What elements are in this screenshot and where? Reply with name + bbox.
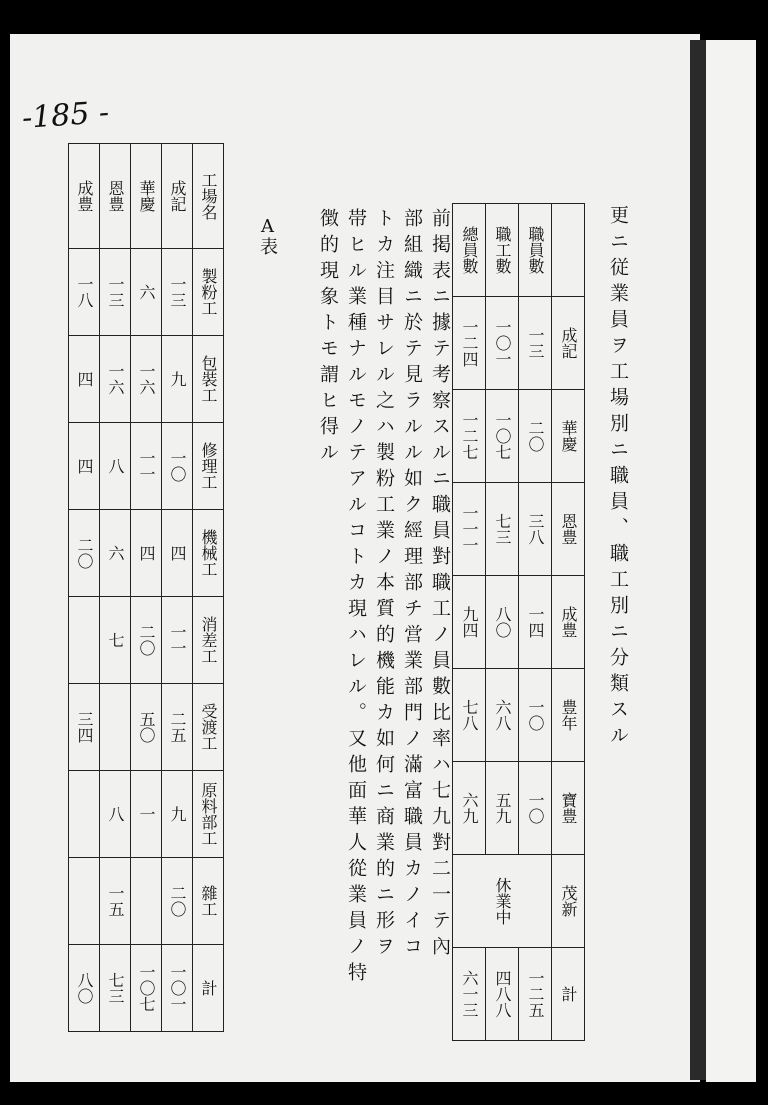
table-cell: 職員數 — [519, 204, 552, 297]
closed-note: 休業中 — [453, 855, 552, 948]
table-cell: 八〇 — [486, 576, 519, 669]
table-cell: 一二四 — [453, 297, 486, 390]
table-cell: 一〇七 — [131, 945, 162, 1032]
row-label: 成豊 — [552, 576, 585, 669]
table-cell: 四 — [69, 336, 100, 423]
table-cell: 一三 — [100, 249, 131, 336]
body-column-2: 部組織ニ於テ見ラルル如ク經理部チ営業部門ノ滿富職員カノイコ — [401, 208, 423, 962]
table-cell: 三四 — [69, 684, 100, 771]
table-cell: 八 — [100, 423, 131, 510]
table-label: A表 — [257, 216, 278, 255]
table-cell: 一〇一 — [486, 297, 519, 390]
page-number: -185 - — [20, 95, 111, 136]
table-cell: 八〇 — [69, 945, 100, 1032]
table-cell: 四八八 — [486, 948, 519, 1041]
table-cell: 二〇 — [519, 390, 552, 483]
row-label: 計 — [552, 948, 585, 1041]
table-cell: 一二七 — [453, 390, 486, 483]
body-column-5: 徴的現象トモ謂ヒ得ル — [317, 208, 339, 468]
table-cell: 六九 — [453, 762, 486, 855]
row-label: 成記 — [552, 297, 585, 390]
table-cell: 七八 — [453, 669, 486, 762]
row-label: 計 — [193, 945, 224, 1032]
row-label: 寶豊 — [552, 762, 585, 855]
table-cell: 一一一 — [453, 483, 486, 576]
row-label: 修理工 — [193, 423, 224, 510]
table-cell: 六一三 — [453, 948, 486, 1041]
body-column-4: 帯ヒル業種ナルモノテアルコトカ現ハレル。又他面華人從業員ノ特 — [345, 208, 367, 988]
table-cell: 一〇 — [162, 423, 193, 510]
body-column-1: 前掲表ニ據テ考察スルニ職員對職工ノ員數比率ハ七九對二一テ內 — [429, 208, 451, 962]
table-cell: 一五 — [100, 858, 131, 945]
table-cell — [131, 858, 162, 945]
table-cell: 七三 — [486, 483, 519, 576]
table-cell: 成記 — [162, 144, 193, 249]
table-cell: 七三 — [100, 945, 131, 1032]
row-label: 雜工 — [193, 858, 224, 945]
table-cell: 九 — [162, 771, 193, 858]
next-page-edge — [706, 40, 756, 1082]
table-cell: 四 — [162, 510, 193, 597]
table-cell — [69, 771, 100, 858]
table-cell: 一六 — [131, 336, 162, 423]
table-cell: 一〇一 — [162, 945, 193, 1032]
table-cell: 工場名 — [193, 144, 224, 249]
row-label: 消差工 — [193, 597, 224, 684]
table-cell: 八 — [100, 771, 131, 858]
table-cell: 四 — [131, 510, 162, 597]
row-label: 恩豊 — [552, 483, 585, 576]
section-title: 更ニ従業員ヲ工場別ニ職員、職工別ニ分類スル — [607, 205, 629, 751]
table-cell: 職工數 — [486, 204, 519, 297]
table-cell: 二〇 — [162, 858, 193, 945]
table-cell: 一〇七 — [486, 390, 519, 483]
workers-by-factory-table — [68, 143, 224, 1032]
table-cell: 二〇 — [131, 597, 162, 684]
table-cell: 一八 — [69, 249, 100, 336]
table-cell: 三八 — [519, 483, 552, 576]
table-cell: 一 — [131, 771, 162, 858]
table-cell: 成豊 — [69, 144, 100, 249]
row-label: 製粉工 — [193, 249, 224, 336]
table-cell: 六八 — [486, 669, 519, 762]
table-cell — [69, 858, 100, 945]
row-label: 華慶 — [552, 390, 585, 483]
table-cell: 九四 — [453, 576, 486, 669]
table-cell: 一六 — [100, 336, 131, 423]
table-cell: 一一 — [162, 597, 193, 684]
table-cell: 二五 — [162, 684, 193, 771]
table-cell — [552, 204, 585, 297]
row-label: 機械工 — [193, 510, 224, 597]
table-cell: 恩豊 — [100, 144, 131, 249]
table-cell: 五〇 — [131, 684, 162, 771]
table-cell: 一一 — [131, 423, 162, 510]
table-cell: 一四 — [519, 576, 552, 669]
table-cell: 一〇 — [519, 669, 552, 762]
staff-summary-table — [452, 203, 585, 1041]
table-cell: 一三 — [162, 249, 193, 336]
table-cell: 四 — [69, 423, 100, 510]
table-cell: 一二五 — [519, 948, 552, 1041]
table-cell: 五九 — [486, 762, 519, 855]
table-cell: 一三 — [519, 297, 552, 390]
table-cell: 六 — [131, 249, 162, 336]
table-cell: 總員數 — [453, 204, 486, 297]
row-label: 原料部工 — [193, 771, 224, 858]
body-column-3: トカ注目サレル之ハ製粉工業ノ本質的機能カ如何ニ商業的ニ形ヲ — [373, 208, 395, 962]
row-label: 茂新 — [552, 855, 585, 948]
row-label: 包裝工 — [193, 336, 224, 423]
table-cell: 一〇 — [519, 762, 552, 855]
row-label: 受渡工 — [193, 684, 224, 771]
table-cell: 六 — [100, 510, 131, 597]
table-cell: 九 — [162, 336, 193, 423]
table-cell — [69, 597, 100, 684]
row-label: 豊年 — [552, 669, 585, 762]
table-cell — [100, 684, 131, 771]
table-cell: 七 — [100, 597, 131, 684]
table-cell: 華慶 — [131, 144, 162, 249]
table-cell: 二〇 — [69, 510, 100, 597]
